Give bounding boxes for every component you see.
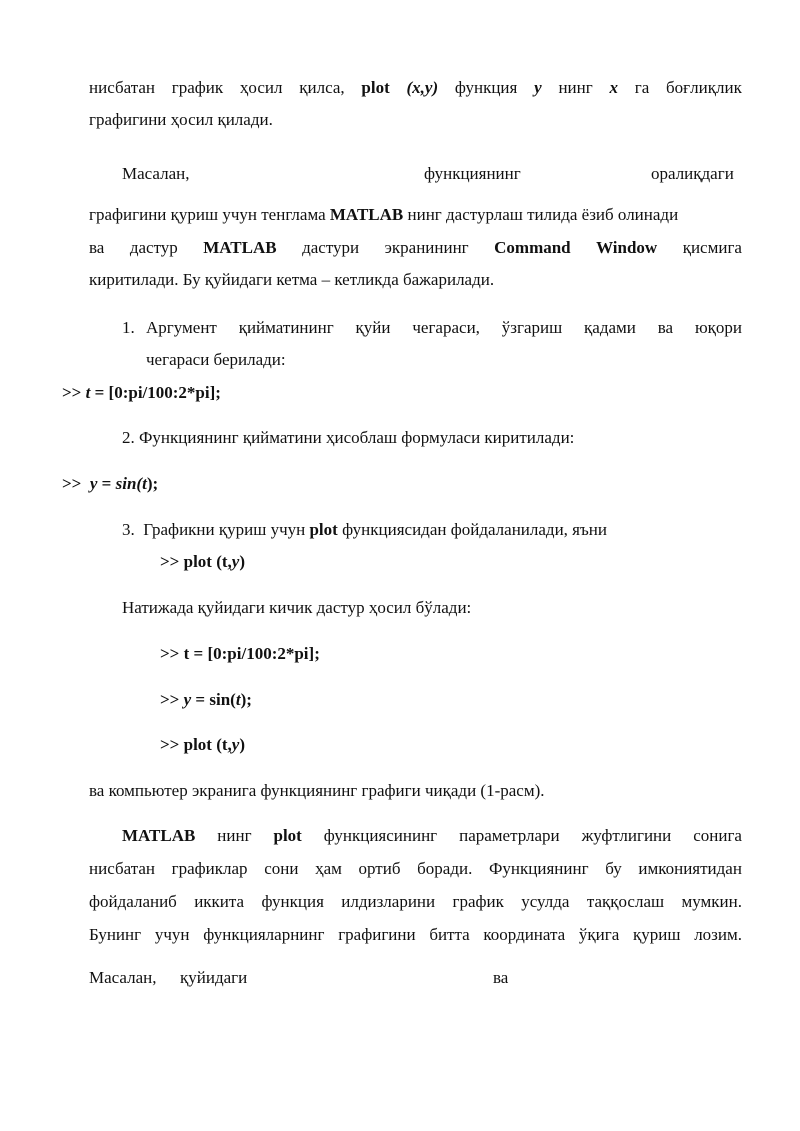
result-code-plot — [160, 735, 245, 755]
var-y: y — [534, 78, 542, 97]
text: Аргумент — [146, 318, 217, 337]
text: ) — [239, 552, 246, 571]
text: >> plot (t, — [160, 735, 232, 754]
text: қуйи — [355, 318, 391, 337]
text: нинг — [217, 826, 252, 845]
var-t: t — [235, 690, 241, 709]
text: илдизларини — [341, 892, 436, 911]
paragraph1-line2: графигини ҳосил қилади. — [89, 110, 273, 129]
command-keyword: Command — [494, 238, 571, 257]
paragraph2-word2: функциянинг — [424, 164, 521, 183]
paragraph3-line5-word2: қуйидаги — [180, 968, 248, 987]
prompt: >> — [62, 383, 82, 402]
result-after: ва компьютер экранига функциянинг графиги чиқади (1-расм). — [89, 781, 545, 800]
paragraph2-word3: оралиқдаги — [651, 164, 734, 183]
text: ) — [239, 735, 246, 754]
text: Бунинг — [89, 925, 142, 944]
text: имкониятидан — [638, 859, 742, 878]
text: ва — [657, 318, 674, 337]
paragraph3-line5-word1: Масалан, — [89, 968, 157, 987]
var-y: y — [231, 552, 240, 571]
text: боғлиқлик — [666, 78, 742, 97]
paragraph1-line1 — [89, 78, 742, 98]
text: ҳосил — [239, 78, 283, 97]
paragraph2-line3 — [89, 238, 742, 258]
text: график — [452, 892, 504, 911]
matlab-keyword: MATLAB — [329, 205, 404, 224]
plot-keyword: plot — [273, 826, 302, 845]
text: учун — [154, 925, 190, 944]
text: ўзгариш — [501, 318, 563, 337]
text: қуриш — [633, 925, 681, 944]
step1-line2: чегараси берилади: — [146, 350, 286, 369]
var-x: x — [609, 78, 618, 97]
text: битта — [429, 925, 470, 944]
text: жуфтлигини — [581, 826, 672, 845]
step2: 2. Функциянинг қийматини ҳисоблаш формуласи киритилади: — [122, 428, 575, 447]
text: координата — [483, 925, 566, 944]
var-y: y — [183, 690, 192, 709]
paragraph3-line4 — [89, 925, 742, 945]
text: ва — [89, 238, 105, 257]
text: функция — [454, 78, 518, 97]
text: параметрлари — [459, 826, 560, 845]
sin-fn: sin( — [115, 474, 143, 493]
text: қадами — [584, 318, 636, 337]
window-keyword: Window — [596, 238, 658, 257]
text: экранининг — [384, 238, 469, 257]
text: функцияларнинг — [203, 925, 325, 944]
plot-keyword: plot — [361, 78, 390, 97]
result-intro: Натижада қуйидаги кичик дастур ҳосил бўлади: — [122, 598, 472, 617]
step3 — [122, 520, 607, 540]
text: сони — [264, 859, 299, 878]
text: графигини — [338, 925, 416, 944]
text: нинг — [558, 78, 593, 97]
matlab-keyword: MATLAB — [122, 826, 196, 845]
text: бу — [605, 859, 622, 878]
text: 3. Графикни қуриш учун — [122, 520, 310, 539]
var-y: y — [89, 474, 98, 493]
text: функциясидан фойдаланилади, яъни — [337, 520, 607, 539]
text: = [0:pi/100:2*pi]; — [90, 383, 221, 402]
result-code-y — [160, 690, 252, 710]
text: қисмига — [682, 238, 742, 257]
text: график — [171, 78, 224, 97]
text: иккита — [194, 892, 245, 911]
text: сонига — [693, 826, 742, 845]
text: ортиб — [358, 859, 401, 878]
code-line-y — [62, 474, 158, 494]
text: таққослаш — [586, 892, 665, 911]
prompt: >> — [62, 474, 82, 493]
text: нисбатан — [89, 859, 155, 878]
step1-number: 1. — [122, 318, 135, 337]
text: мумкин. — [681, 892, 742, 911]
text: чегараси, — [412, 318, 480, 337]
text: >> — [160, 690, 184, 709]
result-code-t: >> t = [0:pi/100:2*pi]; — [160, 644, 320, 663]
text: дастур — [129, 238, 178, 257]
text: фойдаланиб — [89, 892, 177, 911]
matlab-keyword: MATLAB — [203, 238, 277, 257]
plot-keyword: plot — [309, 520, 338, 539]
code-line-t — [62, 383, 221, 403]
text: нисбатан — [89, 78, 155, 97]
paragraph2-line2 — [89, 205, 678, 225]
paragraph3-line2 — [89, 859, 742, 879]
text: боради. — [417, 859, 473, 878]
plot-args: (x,y) — [406, 78, 439, 97]
text: = — [97, 474, 116, 493]
text: га — [634, 78, 650, 97]
text: >> plot (t, — [160, 552, 232, 571]
step1-line1 — [146, 318, 742, 338]
text: функция — [261, 892, 324, 911]
text: дастури — [302, 238, 360, 257]
text: ўқига — [578, 925, 620, 944]
text: графиклар — [171, 859, 248, 878]
paragraph3-line3 — [89, 892, 742, 912]
paragraph2-line4: киритилади. Бу қуйидаги кетма – кетликда бажарилади. — [89, 270, 495, 289]
text: = sin( — [191, 690, 236, 709]
text: юқори — [694, 318, 742, 337]
text: лозим. — [694, 925, 742, 944]
text: графигини қуриш учун тенглама — [89, 205, 330, 224]
text: усулда — [521, 892, 570, 911]
text: қилса, — [299, 78, 345, 97]
text: ҳам — [315, 859, 342, 878]
var-t: t — [142, 474, 147, 493]
var-y: y — [231, 735, 240, 754]
text: қийматининг — [238, 318, 334, 337]
paragraph3-line1 — [122, 826, 742, 846]
text: ); — [240, 690, 252, 709]
paragraph2-word1: Масалан, — [122, 164, 190, 183]
text: Функциянинг — [488, 859, 589, 878]
code-line-plot — [160, 552, 245, 572]
text: ); — [146, 474, 159, 493]
text: нинг дастурлаш тилида ёзиб олинади — [403, 205, 679, 224]
paragraph3-line5-word3: ва — [493, 968, 509, 987]
var-t: t — [85, 383, 91, 402]
text: функциясининг — [323, 826, 438, 845]
